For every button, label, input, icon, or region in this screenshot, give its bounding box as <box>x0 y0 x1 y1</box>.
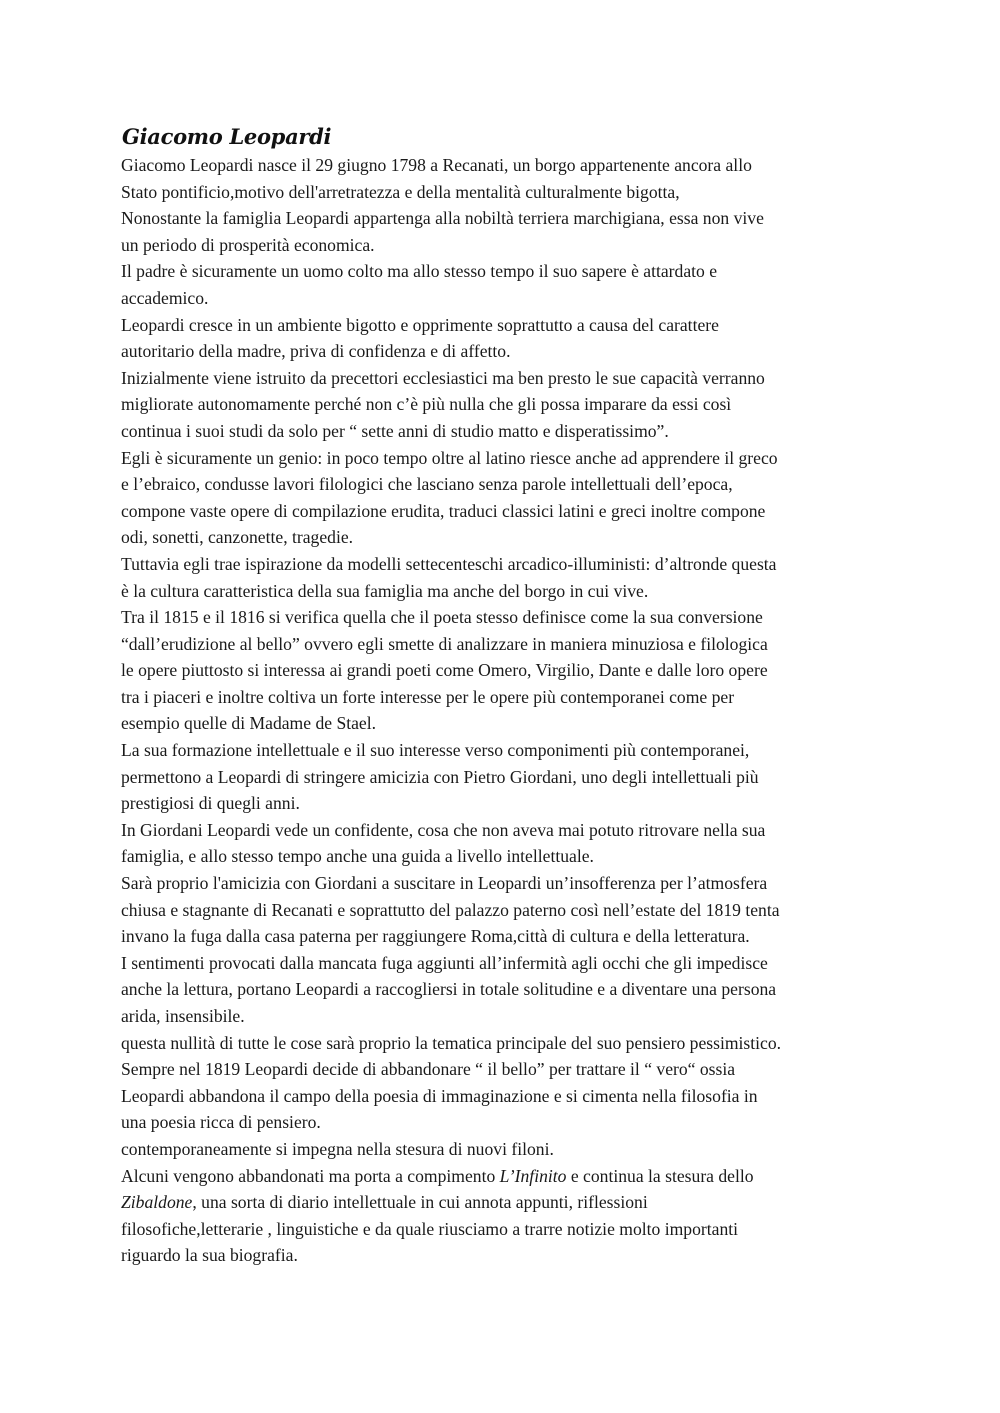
text-line: Leopardi abbandona il campo della poesia di immaginazione e si cimenta nella filosofia in <box>121 1085 758 1106</box>
text-line <box>121 1189 921 1216</box>
document-body <box>121 152 921 1269</box>
text-line: questa nullità di tutte le cose sarà proprio la tematica principale del suo pensiero pessimistico. <box>121 1032 782 1053</box>
text-line: permettono a Leopardi di stringere amicizia con Pietro Giordani, uno degli intellettuali più <box>121 766 759 787</box>
text-line: compone vaste opere di compilazione erudita, traduci classici latini e greci inoltre compone <box>121 500 766 521</box>
text-line: continua i suoi studi da solo per “ sette anni di studio matto e disperatissimo”. <box>121 420 669 441</box>
text-line: autoritario della madre, priva di confidenza e di affetto. <box>121 341 511 362</box>
text-line: anche la lettura, portano Leopardi a raccogliersi in totale solitudine e a diventare una persona <box>121 979 777 1000</box>
text-line: Tra il 1815 e il 1816 si verifica quella che il poeta stesso definisce come la sua conversione <box>121 607 763 628</box>
text-line: accademico. <box>121 287 209 308</box>
text-line: odi, sonetti, canzonette, tragedie. <box>121 527 354 548</box>
text-segment: e continua la stesura dello <box>566 1165 754 1186</box>
document-title: Giacomo Leopardi <box>122 124 332 149</box>
text-line: I sentimenti provocati dalla mancata fuga aggiunti all’infermità agli occhi che gli impedisce <box>121 952 768 973</box>
text-line: prestigiosi di quegli anni. <box>121 793 300 814</box>
text-line: le opere piuttosto si interessa ai grandi poeti come Omero, Virgilio, Dante e dalle loro opere <box>121 660 768 681</box>
text-line: è la cultura caratteristica della sua famiglia ma anche del borgo in cui vive. <box>121 580 649 601</box>
text-line: migliorate autonomamente perché non c’è più nulla che gli possa imparare da essi così <box>121 394 732 415</box>
text-line: La sua formazione intellettuale e il suo interesse verso componimenti più contemporanei, <box>121 740 750 761</box>
text-segment: , una sorta di diario intellettuale in cui annota appunti, riflessioni <box>192 1192 648 1213</box>
text-line: un periodo di prosperità economica. <box>121 234 375 255</box>
text-line: chiusa e stagnante di Recanati e soprattutto del palazzo paterno così nell’estate del 1819 tenta <box>121 899 780 920</box>
text-segment: Alcuni vengono abbandonati ma porta a compimento <box>121 1165 500 1186</box>
text-line: arida, insensibile. <box>121 1006 245 1026</box>
text-line: Stato pontificio,motivo dell'arretratezza e della mentalità culturalmente bigotta, <box>121 181 680 202</box>
work-title-zibaldone: Zibaldone <box>121 1192 193 1213</box>
text-line: e l’ebraico, condusse lavori filologici che lasciano senza parole intellettuali dell’epoca, <box>121 474 733 495</box>
text-line: Giacomo Leopardi nasce il 29 giugno 1798 a Recanati, un borgo appartenente ancora allo <box>121 155 752 175</box>
text-line: In Giordani Leopardi vede un confidente, cosa che non aveva mai potuto ritrovare nella sua <box>121 819 766 840</box>
text-line: Tuttavia egli trae ispirazione da modelli settecenteschi arcadico-illuministi: d’altronde questa <box>121 553 777 574</box>
text-line: una poesia ricca di pensiero. <box>121 1112 321 1133</box>
text-line: “dall’erudizione al bello” ovvero egli smette di analizzare in maniera minuziosa e filologica <box>121 633 768 654</box>
text-line: famiglia, e allo stesso tempo anche una guida a livello intellettuale. <box>121 846 594 867</box>
work-title-infinito: L’Infinito <box>499 1165 567 1186</box>
text-line <box>121 1163 921 1190</box>
text-line: Nonostante la famiglia Leopardi appartenga alla nobiltà terriera marchigiana, essa non vive <box>121 208 764 229</box>
text-line: tra i piaceri e inoltre coltiva un forte interesse per le opere più contemporanei come per <box>121 686 735 707</box>
text-line: Il padre è sicuramente un uomo colto ma allo stesso tempo il suo sapere è attardato e <box>121 261 718 282</box>
text-line: Sempre nel 1819 Leopardi decide di abbandonare “ il bello” per trattare il “ vero“ ossia <box>121 1059 736 1080</box>
text-line: esempio quelle di Madame de Stael. <box>121 713 377 734</box>
text-line: Inizialmente viene istruito da precettori ecclesiastici ma ben presto le sue capacità verranno <box>121 367 765 388</box>
text-line: Leopardi cresce in un ambiente bigotto e opprimente soprattutto a causa del carattere <box>121 314 719 335</box>
text-line: riguardo la sua biografia. <box>121 1245 298 1266</box>
text-line: invano la fuga dalla casa paterna per raggiungere Roma,città di cultura e della letteratura. <box>121 926 750 947</box>
document-page <box>121 122 921 1269</box>
text-line: contemporaneamente si impegna nella stesura di nuovi filoni. <box>121 1138 554 1159</box>
text-line: filosofiche,letterarie , linguistiche e da quale riusciamo a trarre notizie molto importanti <box>121 1218 739 1239</box>
text-line: Sarà proprio l'amicizia con Giordani a suscitare in Leopardi un’insofferenza per l’atmosfera <box>121 873 768 894</box>
text-line: Egli è sicuramente un genio: in poco tempo oltre al latino riesce anche ad apprendere il greco <box>121 447 778 468</box>
